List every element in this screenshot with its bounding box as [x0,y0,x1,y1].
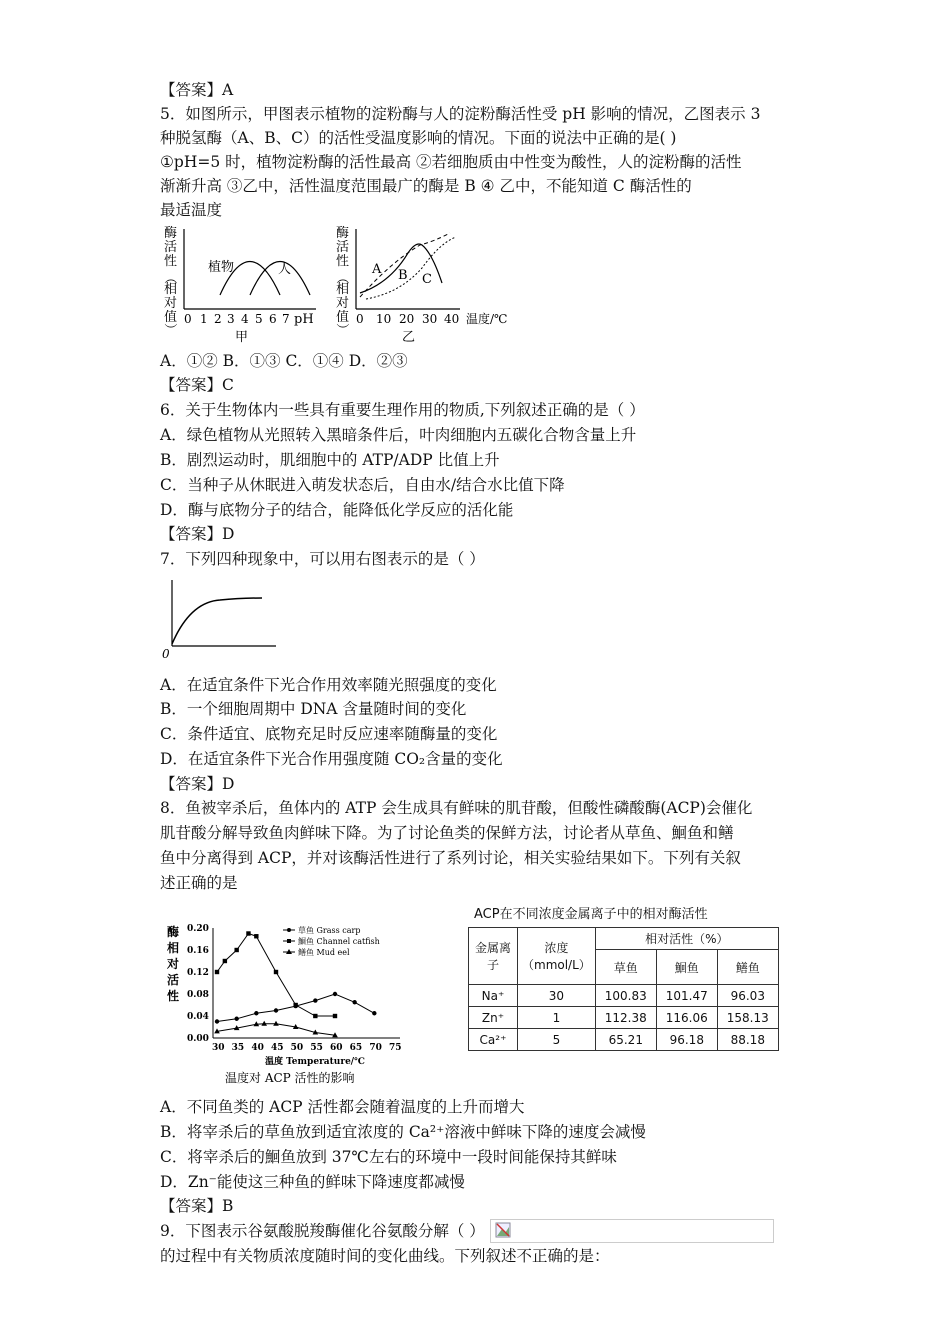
fig8-data-point [234,1017,238,1021]
answer-5: 【答案】C [160,376,234,394]
fig8-ytick-label: 0.20 [187,924,209,934]
table-head-fish-0: 草鱼 [595,950,656,985]
fig5-jia-tick-1: 1 [200,312,208,326]
fig8-data-point [274,1008,278,1012]
fig8-ytick-label: 0.16 [187,946,209,956]
fig5-jia-ylabel-3: （ [162,271,177,285]
table-cell: 65.21 [595,1029,656,1051]
fig5-jia-ylabel-6: 值 [164,310,178,325]
table-head-activity: 相对活性（%） [595,928,778,950]
missing-image-box [490,1219,774,1243]
fig8-ytick-label: 0.08 [187,990,209,1000]
q8-option-b: B．将宰杀后的草鱼放到适宜浓度的 Ca²⁺溶液中鲜味下降的速度会减慢 [160,1123,646,1141]
fig8-data-point [274,970,278,974]
fig5-yi-ylabel-7: ） [334,323,349,337]
q6-option-d: D．酶与底物分子的结合，能降低化学反应的活化能 [160,501,514,519]
table-cell: Ca²⁺ [469,1029,518,1051]
metal-ion-table [468,927,779,1051]
fig5-jia-tick-4: 4 [241,312,249,326]
fig5-jia-ylabel-7: ） [162,323,177,337]
answer-7: 【答案】D [160,775,235,793]
fig5-jia-tick-6: 6 [269,312,277,326]
fig5-label-c: C [422,272,432,287]
table-cell: 5 [518,1029,596,1051]
fig8-xtick-label: 65 [349,1043,363,1053]
table-title: ACP在不同浓度金属离子中的相对酶活性 [474,907,708,922]
fig8-ylabel-3: 活 [167,973,180,987]
fig8-xtick-label: 35 [231,1043,245,1053]
fig5-yi-ylabel-6: 值 [336,310,350,325]
q5-line3: ①pH=5 时，植物淀粉酶的活性最高 ②若细胞质由中性变为酸性，人的淀粉酶的活性 [160,153,742,171]
fig8-ylabel-1: 相 [167,941,180,955]
fig5-yi-ylabel-3: （ [334,271,349,285]
q5-line5: 最适温度 [160,201,223,219]
fig5-yi-ylabel-1: 活 [336,240,350,255]
table-cell: 30 [518,985,596,1007]
fig5-jia-ylabel-5: 对 [164,296,178,311]
q6-stem: 6．关于生物体内一些具有重要生理作用的物质,下列叙述正确的是（ ） [160,401,645,419]
fig7-curve [172,598,262,644]
fig8-data-point [215,970,219,974]
fig5-yi-caption: 乙 [402,330,416,345]
fig8-data-point [246,931,250,935]
table-cell: 158.13 [717,1007,778,1029]
fig5-yi [334,226,507,345]
fig8-ylabel-4: 性 [167,989,180,1003]
table-cell: Zn⁺ [469,1007,518,1029]
fig5-yi-ylabel-0: 酶 [336,226,350,241]
fig5-jia-xunit: pH [294,312,314,327]
fig5-label-b: B [398,268,408,283]
q5-line2: 种脱氢酶（A、B、C）的活性受温度影响的情况。下面的说法中正确的是( ) [160,129,677,147]
table-cell: 116.06 [656,1007,717,1029]
fig5-jia-ylabel-0: 酶 [164,226,178,241]
fig8-data-point [273,1021,279,1026]
fig5-yi-ylabel-4: 相 [336,282,350,297]
fig8-data-point [313,998,317,1002]
fig8-data-point [293,1003,297,1007]
q5-line4: 渐渐升高 ③乙中，活性温度范围最广的酶是 B ④ 乙中，不能知道 C 酶活性的 [160,177,692,195]
fig8-xtick-label: 60 [330,1043,343,1053]
q6-option-c: C．当种子从休眠进入萌发状态后，自由水/结合水比值下降 [160,476,565,494]
fig8-legend-2: 鳝鱼 Mud eel [298,948,350,957]
fig5-jia-tick-5: 5 [255,312,263,326]
table-row [469,1007,779,1029]
fig5-yi-tick-0: 0 [356,312,364,326]
q8-line4: 述正确的是 [160,874,238,892]
q7-stem: 7．下列四种现象中，可以用右图表示的是（ ） [160,550,485,568]
fig8-data-point [333,1014,337,1018]
fig7-origin: 0 [162,647,170,660]
q9-line1: 9．下图表示谷氨酸脱羧酶催化谷氨酸分解（ ） [160,1222,485,1240]
q8-line1: 8．鱼被宰杀后，鱼体内的 ATP 会生成具有鲜味的肌苷酸，但酸性磷酸酶(ACP)会催化 [160,799,753,817]
table-cell: 88.18 [717,1029,778,1051]
fig5-plant-label: 植物 [208,260,235,275]
fig5-jia-tick-0: 0 [184,312,192,326]
fig8-data-point [223,959,227,963]
q7-option-d: D．在适宜条件下光合作用强度随 CO₂含量的变化 [160,750,503,768]
table-head-fish-1: 鮰鱼 [656,950,717,985]
fig5-yi-tick-1: 10 [376,312,392,326]
table-cell: Na⁺ [469,985,518,1007]
fig8-ylabel-2: 对 [167,957,180,971]
table-cell: 96.03 [717,985,778,1007]
q9-line2: 的过程中有关物质浓度随时间的变化曲线。下列叙述不正确的是： [160,1247,610,1265]
fig8-ytick-label: 0.12 [187,968,209,978]
fig8-data-point [254,1011,258,1015]
fig5-jia-ylabel-4: 相 [164,282,178,297]
fig8-xtick-label: 75 [389,1043,402,1053]
q5-line1: 5．如图所示，甲图表示植物的淀粉酶与人的淀粉酶活性受 pH 影响的情况，乙图表示 3 [160,105,761,123]
fig8-xtick-label: 45 [271,1043,284,1053]
fig5-label-a: A [372,262,382,277]
table-cell: 96.18 [656,1029,717,1051]
fig5-jia [162,226,316,345]
q8-option-d: D．Zn⁻能使这三种鱼的鲜味下降速度都减慢 [160,1173,465,1191]
fig5-jia-ylabel-1: 活 [164,240,178,255]
fig5-yi-xunit: 温度/℃ [466,312,508,326]
fig8-xtick-label: 70 [369,1043,382,1053]
fig5-yi-tick-3: 30 [422,312,438,326]
answer-8: 【答案】B [160,1197,234,1215]
fig8-legend-1: 鮰鱼 Channel catfish [298,937,380,946]
answer-4: 【答案】A [160,81,234,99]
table-cell: 101.47 [656,985,717,1007]
fig8-data-point [313,1014,317,1018]
fig5-jia-ylabel-2: 性 [164,254,178,269]
fig8-data-point [254,934,258,938]
broken-image-icon [495,1222,511,1238]
q7-option-c: C．条件适宜、底物充足时反应速率随酶量的变化 [160,725,498,743]
fig5-yi-ylabel-5: 对 [336,296,350,311]
fig5-jia-caption: 甲 [235,330,249,345]
fig5-jia-tick-7: 7 [282,312,290,326]
table-cell: 1 [518,1007,596,1029]
q8-line3: 鱼中分离得到 ACP，并对该酶活性进行了系列讨论，相关实验结果如下。下列有关叙 [160,849,741,867]
fig8-ytick-label: 0.04 [187,1012,209,1022]
q8-option-c: C．将宰杀后的鮰鱼放到 37℃左右的环境中一段时间能保持其鲜味 [160,1148,617,1166]
fig8-caption: 温度对 ACP 活性的影响 [225,1071,355,1085]
fig8-xtick-label: 55 [310,1043,323,1053]
q5-options: A．①② B．①③ C．①④ D．②③ [160,352,408,370]
fig5-yi-tick-4: 40 [444,312,460,326]
fig8-xlabel: 温度 Temperature/℃ [265,1057,365,1067]
table-head-fish-2: 鳝鱼 [717,950,778,985]
table-row [469,1029,779,1051]
fig5-yi-ylabel-2: 性 [336,254,350,269]
fig8-data-point [372,1011,376,1015]
fig8-ytick-label: 0.00 [187,1034,209,1044]
fig5-jia-tick-2: 2 [214,312,222,326]
figure-5 [160,223,530,348]
fig8-legend-0: 草鱼 Grass carp [298,926,361,935]
figure-8-chart [165,918,415,1090]
figure-7 [160,578,280,660]
fig8-data-point [215,1019,219,1023]
table-head-ion: 金属离子 [469,928,518,985]
table-cell: 100.83 [595,985,656,1007]
q8-option-a: A．不同鱼类的 ACP 活性都会随着温度的上升而增大 [160,1098,525,1116]
table-cell: 112.38 [595,1007,656,1029]
fig8-data-point [261,1021,267,1026]
fig8-ylabel-0: 酶 [167,925,180,939]
q7-option-a: A．在适宜条件下光合作用效率随光照强度的变化 [160,676,497,694]
fig8-data-point [333,992,337,996]
table-row [469,985,779,1007]
q8-line2: 肌苷酸分解导致鱼肉鲜味下降。为了讨论鱼类的保鲜方法，讨论者从草鱼、鮰鱼和鳝 [160,824,734,842]
answer-6: 【答案】D [160,525,235,543]
fig8-xtick-label: 30 [212,1043,225,1053]
fig8-xtick-label: 40 [251,1043,264,1053]
q6-option-b: B．剧烈运动时，肌细胞中的 ATP/ADP 比值上升 [160,451,500,469]
fig8-data-point [352,1000,356,1004]
fig8-xtick-label: 50 [290,1043,304,1053]
fig5-human-label: 人 [278,262,292,277]
fig8-data-point [234,948,238,952]
q6-option-a: A．绿色植物从光照转入黑暗条件后，叶肉细胞内五碳化合物含量上升 [160,426,637,444]
q7-option-b: B．一个细胞周期中 DNA 含量随时间的变化 [160,700,467,718]
table-head-conc: 浓度（mmol/L） [518,928,596,985]
fig5-jia-tick-3: 3 [227,312,235,326]
fig5-yi-tick-2: 20 [399,312,415,326]
